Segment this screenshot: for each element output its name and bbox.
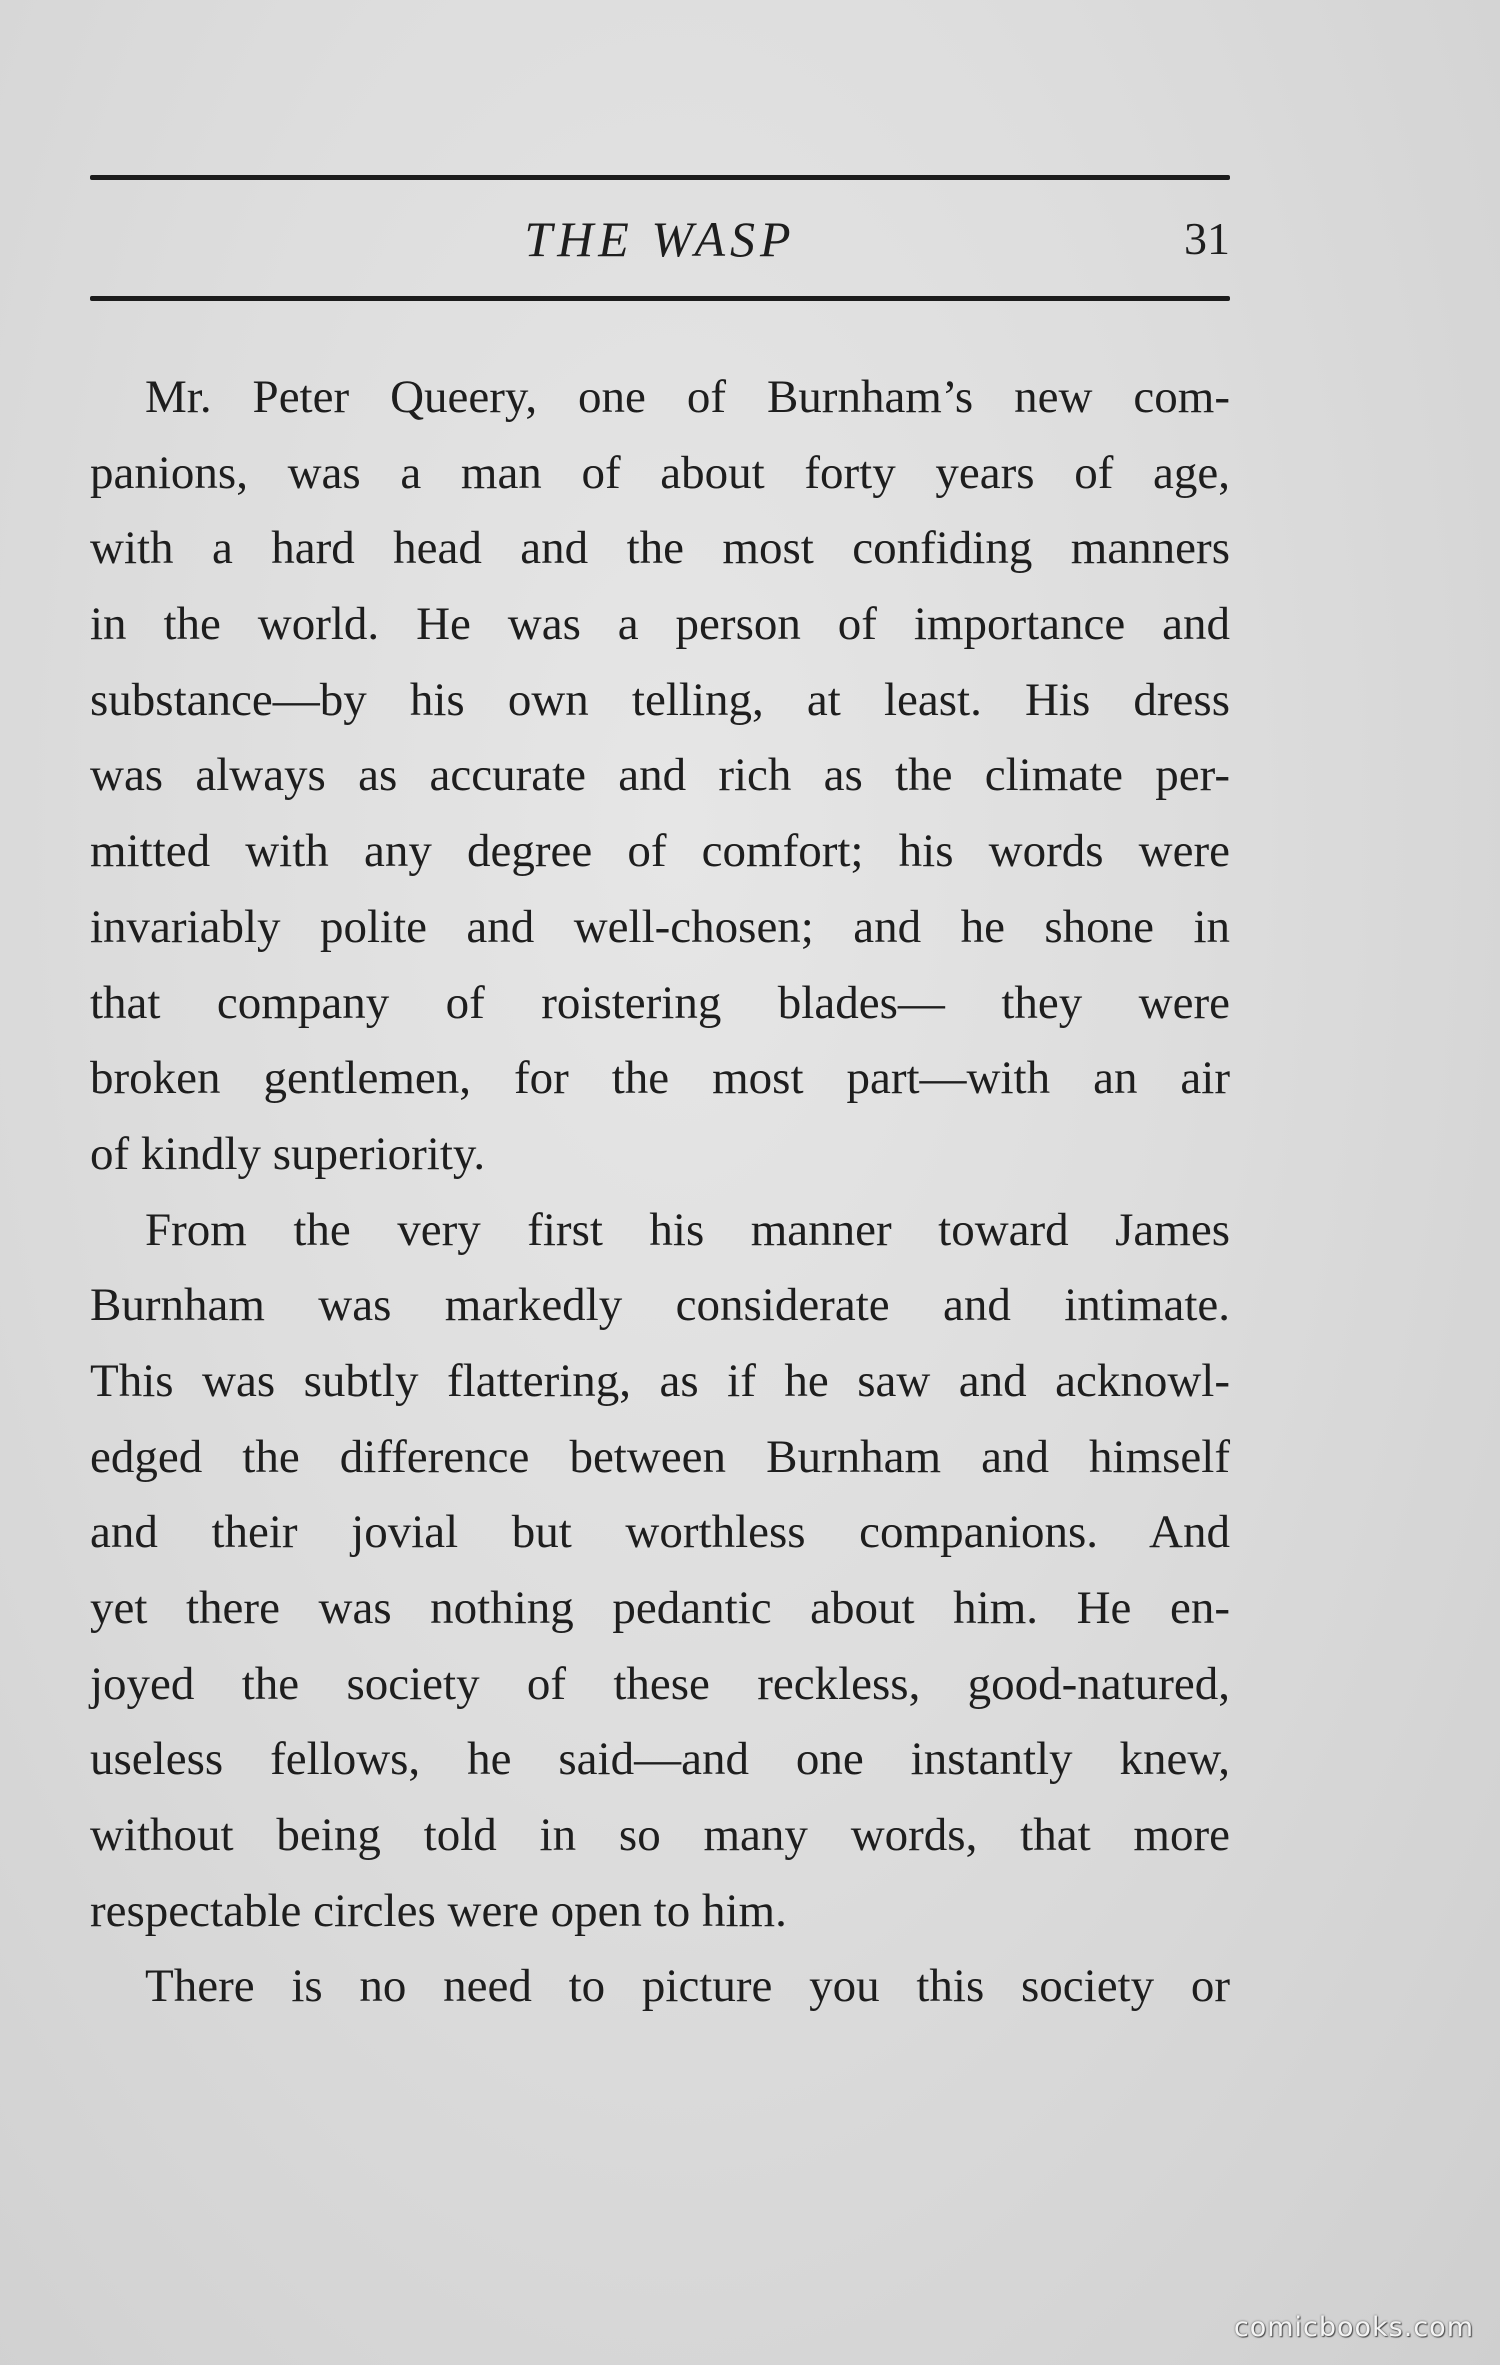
text-line: in the world. He was a person of importance and bbox=[90, 598, 1230, 651]
text-line: of kindly superiority. bbox=[90, 1127, 486, 1180]
body-text bbox=[90, 360, 1230, 2025]
text-line: with a hard head and the most confiding manners bbox=[90, 522, 1230, 575]
running-head bbox=[90, 204, 1230, 274]
text-line: Mr. Peter Queery, one of Burnham’s new com- bbox=[145, 371, 1230, 423]
text-line: that company of roistering blades— they were bbox=[90, 976, 1230, 1029]
text-line: edged the difference between Burnham and himself bbox=[90, 1430, 1230, 1483]
text-line: panions, was a man of about forty years of age, bbox=[90, 446, 1230, 499]
site-watermark: comicbooks.com bbox=[1233, 2312, 1474, 2343]
text-line: was always as accurate and rich as the climate per- bbox=[90, 749, 1230, 802]
text-line: useless fellows, he said—and one instantly knew, bbox=[90, 1733, 1230, 1786]
text-line: mitted with any degree of comfort; his words were bbox=[90, 825, 1230, 878]
text-line: Burnham was markedly considerate and intimate. bbox=[90, 1279, 1230, 1332]
text-line: respectable circles were open to him. bbox=[90, 1884, 787, 1937]
page-number: 31 bbox=[1184, 213, 1230, 264]
text-line: invariably polite and well-chosen; and he shone in bbox=[90, 900, 1230, 953]
text-line: without being told in so many words, that more bbox=[90, 1809, 1230, 1862]
header-rule-top bbox=[90, 175, 1230, 180]
running-title: THE WASP bbox=[524, 211, 796, 267]
text-line: This was subtly flattering, as if he saw and acknowl- bbox=[90, 1354, 1230, 1407]
text-line: substance—by his own telling, at least. His dress bbox=[90, 673, 1230, 726]
text-line: joyed the society of these reckless, good-natured, bbox=[90, 1657, 1230, 1710]
text-line: and their jovial but worthless companions. And bbox=[90, 1506, 1230, 1559]
text-line: yet there was nothing pedantic about him. He en- bbox=[90, 1582, 1230, 1634]
text-line: From the very first his manner toward James bbox=[145, 1203, 1230, 1256]
header-rule-bottom bbox=[90, 296, 1230, 301]
text-line: There is no need to picture you this society or bbox=[145, 1960, 1230, 2013]
text-line: broken gentlemen, for the most part—with an air bbox=[90, 1052, 1230, 1105]
